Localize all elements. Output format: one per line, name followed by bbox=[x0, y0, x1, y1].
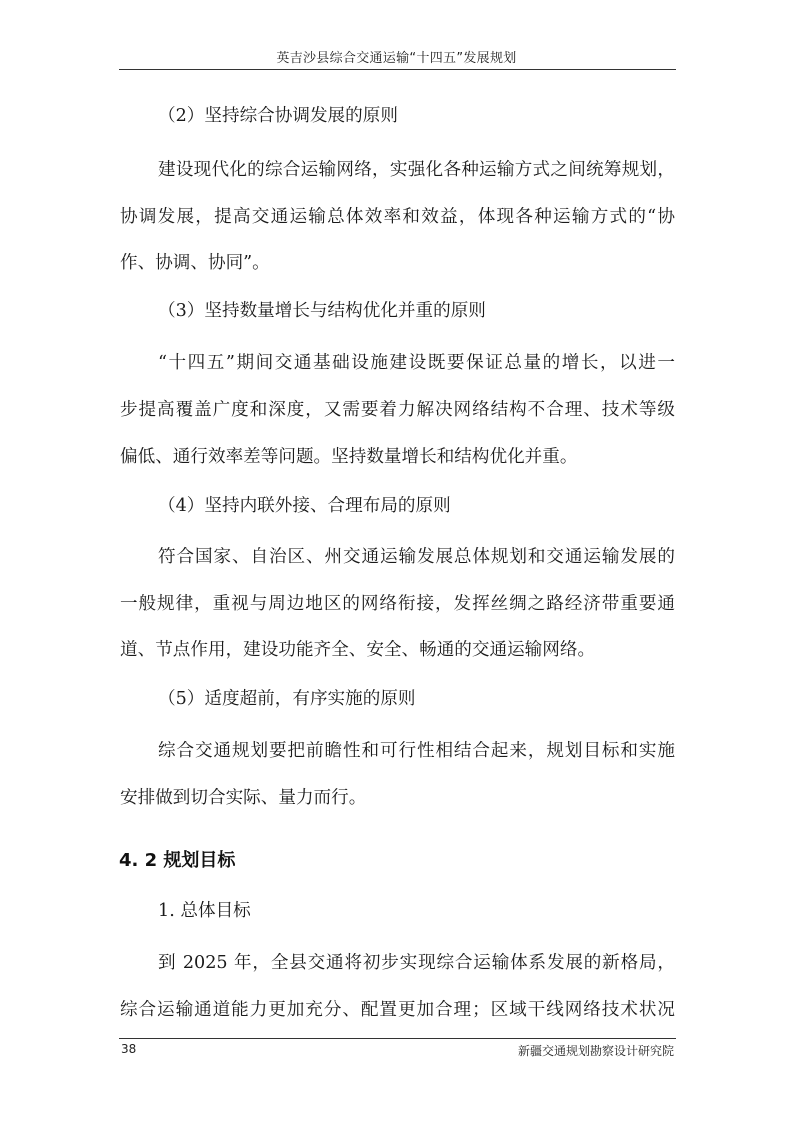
body-line: 综合运输通道能力更加充分、配置更加合理；区域干线网络技术状况 bbox=[120, 1000, 675, 1020]
body-line: 符合国家、自治区、州交通运输发展总体规划和交通运输发展的 bbox=[158, 547, 675, 567]
footer-organization: 新疆交通规划勘察设计研究院 bbox=[517, 1044, 674, 1058]
body-line: 步提高覆盖广度和深度，又需要着力解决网络结构不合理、技术等级 bbox=[120, 400, 675, 420]
sub-heading: 1. 总体目标 bbox=[158, 901, 251, 921]
body-line: 协调发展，提高交通运输总体效率和效益，体现各种运输方式的“协 bbox=[120, 207, 675, 227]
body-line: 偏低、通行效率差等问题。坚持数量增长和结构优化并重。 bbox=[120, 447, 578, 467]
principle-title-3: （3）坚持数量增长与结构优化并重的原则 bbox=[158, 301, 486, 321]
section-heading: 4. 2 规划目标 bbox=[119, 850, 236, 871]
body-line: 道、节点作用，建设功能齐全、安全、畅通的交通运输网络。 bbox=[120, 640, 596, 660]
header-title: 英吉沙县综合交通运输“十四五”发展规划 bbox=[276, 51, 517, 66]
body-line: 综合交通规划要把前瞻性和可行性相结合起来，规划目标和实施 bbox=[158, 741, 675, 761]
principle-title-2: （2）坚持综合协调发展的原则 bbox=[158, 106, 398, 126]
header-divider bbox=[119, 69, 676, 70]
page-number: 38 bbox=[121, 1042, 137, 1056]
footer-divider bbox=[119, 1038, 676, 1039]
principle-title-4: （4）坚持内联外接、合理布局的原则 bbox=[158, 496, 451, 516]
body-line: 作、协调、协同”。 bbox=[120, 253, 270, 273]
body-line: “十四五”期间交通基础设施建设既要保证总量的增长，以进一 bbox=[158, 353, 675, 373]
body-line: 到 2025 年，全县交通将初步实现综合运输体系发展的新格局， bbox=[158, 953, 675, 973]
principle-title-5: （5）适度超前，有序实施的原则 bbox=[158, 689, 416, 709]
body-line: 一般规律，重视与周边地区的网络衔接，发挥丝绸之路经济带重要通 bbox=[120, 594, 675, 614]
body-line: 建设现代化的综合运输网络，实强化各种运输方式之间统筹规划， bbox=[158, 160, 675, 180]
body-line: 安排做到切合实际、量力而行。 bbox=[120, 788, 367, 808]
